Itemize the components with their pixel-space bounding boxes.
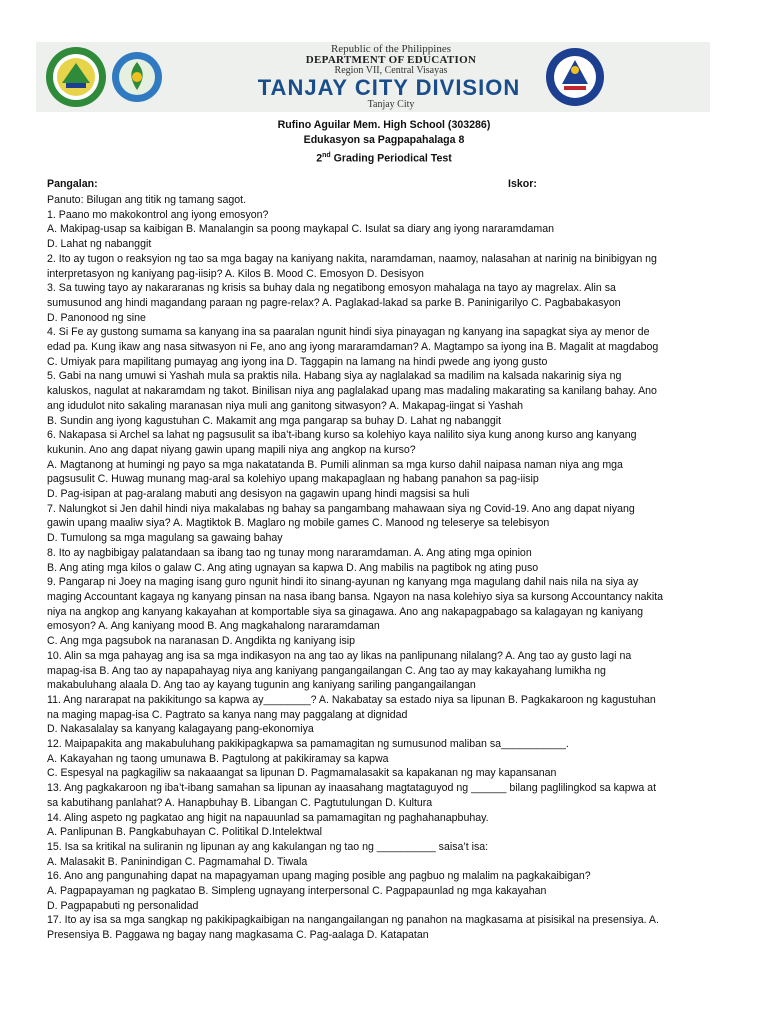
- division-emblem-icon: [110, 50, 164, 104]
- question-line: 9. Pangarap ni Joey na maging isang guro ngunit hindi ito sinang-ayunan ng kanyang mga magulang dahil nais nila na siya ay: [47, 576, 639, 589]
- question-line: edad pa. Kung ikaw ang nasa sitwasyon ni Fe, ano ang iyong mararamdaman? A. Magtampo sa iyong ina B. Magalit at magdabog: [47, 341, 659, 354]
- question-line: kaluskos, nagulat at nakaramdam ng takot. Binilisan niya ang paglalakad upang mas madaling makarating sa kanilang bahay. Ano: [47, 385, 657, 398]
- question-line: A. Pagpapayaman ng pagkatao B. Simpleng ugnayang interpersonal C. Pagpapaunlad ng mga kakayahan: [47, 885, 547, 898]
- question-line: Panuto: Bilugan ang titik ng tamang sagot.: [47, 194, 247, 206]
- grading-rest: Grading Periodical Test: [330, 152, 452, 165]
- grading-number: 2: [316, 152, 323, 165]
- score-field-label: Iskor:: [508, 178, 537, 190]
- question-line: maging Accountant kagaya ng kanyang pinsan na nasa ibang bansa. Ngayon na nasa kolehiyo siya sa kursong Accountancy nakita: [47, 590, 664, 603]
- department-text: DEPARTMENT OF EDUCATION: [305, 54, 477, 66]
- question-line: emosyon? A. Ang kaniyang mood B. Ang magkahalong nararamdaman: [47, 620, 380, 633]
- question-line: makabuluhang alaala D. Ang tao ay kayang tugunin ang kaniyang sariling pangangailangan: [47, 679, 476, 692]
- division-header-banner: [36, 42, 710, 112]
- question-line: 14. Aling aspeto ng pagkatao ang higit na napauunlad sa pamamagitan ng paghahanapbuhay.: [47, 811, 489, 824]
- question-line: B. Ang ating mga kilos o galaw C. Ang ating ugnayan sa kapwa D. Ang mabilis na pagtibok ng ating puso: [47, 561, 539, 574]
- question-line: D. Pagpapabuti ng personalidad: [47, 899, 199, 912]
- question-line: B. Sundin ang iyong kagustuhan C. Makamit ang mga pangarap sa buhay D. Lahat ng nabanggit: [47, 414, 502, 427]
- question-line: A. Magtanong at humingi ng payo sa mga nakatatanda B. Pumili alinman sa mga kurso dahil naipasa naman niya ang mga: [47, 458, 623, 471]
- question-line: D. Tumulong sa mga magulang sa gawaing bahay: [47, 532, 283, 545]
- question-line: 15. Isa sa kritikal na suliranin ng lipunan ay ang kakulangan ng tao ng __________ saisa’t isa:: [47, 840, 489, 853]
- region-text: Region VII, Central Visayas: [334, 65, 448, 76]
- tanjay-city-seal-icon: [44, 45, 108, 109]
- question-line: Presensiya B. Paggawa ng bagay nang magkasama C. Pag-aalaga D. Katapatan: [47, 929, 429, 942]
- question-line: 1. Paano mo makokontrol ang iyong emosyon?: [47, 208, 269, 221]
- question-line: D. Pag-isipan at pag-aralang mabuti ang desisyon na gagawin upang hindi magsisi sa huli: [47, 488, 470, 501]
- question-line: 12. Maipapakita ang makabuluhang pakikipagkapwa sa pamamagitan ng sumusunod maliban sa___________.: [47, 738, 569, 751]
- test-titles: [0, 118, 768, 167]
- test-name: [0, 148, 768, 167]
- question-line: D. Panonood ng sine: [47, 311, 146, 324]
- question-line: 8. Ito ay nagbibigay palatandaan sa ibang tao ng tunay mong nararamdaman. A. Ang ating mga opinion: [47, 546, 532, 559]
- question-line: 10. Alin sa mga pahayag ang isa sa mga indikasyon na ang tao ay likas na panlipunang nilalang? A. Ang tao ay gusto lagi na: [47, 649, 632, 662]
- question-line: 17. Ito ay isa sa mga sangkap ng pakikipagkaibigan na nangangailangan ng panahon na magkasama at pisisikal na presensiya. A.: [47, 914, 659, 927]
- question-line: pagsusulit C. Huwag munang mag-aral sa kolehiyo upang makapaglaan ng habang panahon sa pag-iisip: [47, 473, 539, 486]
- question-line: niya na angkop ang kanyang kakayahan at komportable siya sa ginagawa. Ano ang nakapagpabago sa kalagayan ng kaniyang: [47, 605, 644, 618]
- test-questions: [47, 193, 723, 943]
- question-line: 13. Ang pagkakaroon ng iba’t-ibang samahan sa lipunan ay inaasahang magtataguyod ng ______ bilang paglilingkod sa kapwa at: [47, 782, 657, 795]
- question-line: A. Panlipunan B. Pangkabuhayan C. Politikal D.Intelektwal: [47, 826, 323, 839]
- deped-seal-icon: [544, 46, 606, 108]
- question-line: A. Malasakit B. Paninindigan C. Pagmamahal D. Tiwala: [47, 855, 308, 868]
- question-line: ang idudulot nito sakaling maranasan niya muli ang ganitong sitwasyon? A. Makapag-iingat si Yashah: [47, 399, 524, 412]
- header-text-block: [251, 44, 531, 110]
- question-line: gawin upang maaliw siya? A. Magtiktok B. Maglaro ng mobile games C. Manood ng teleserye sa telebisyon: [47, 517, 550, 530]
- division-title: TANJAY CITY DIVISION: [257, 75, 521, 100]
- school-name: Rufino Aguilar Mem. High School (303286): [277, 119, 491, 131]
- question-line: 3. Sa tuwing tayo ay nakararanas ng krisis sa buhay dala ng negatibong emosyon mahalaga na tayo ay magrelax. Alin sa: [47, 282, 616, 295]
- question-line: D. Lahat ng nabanggit: [47, 238, 152, 251]
- question-line: A. Kakayahan ng taong umunawa B. Pagtulong at pakikiramay sa kapwa: [47, 752, 389, 765]
- question-line: A. Makipag-usap sa kaibigan B. Manalangin sa poong maykapal C. Isulat sa diary ang iyong nararamdaman: [47, 223, 555, 236]
- grading-suffix: nd: [322, 152, 331, 159]
- question-line: C. Umiyak para mapilitang pumayag ang iyong ina D. Taggapin na lamang na hindi pwede ang iyong gusto: [47, 355, 548, 368]
- republic-text: Republic of the Philippines: [330, 43, 452, 55]
- question-line: 6. Nakapasa si Archel sa lahat ng pagsusulit sa iba’t-ibang kurso sa kolehiyo kaya nalilito siya kung anong kurso ang kanyang: [47, 429, 637, 442]
- question-line: sumusunod ang hindi magandang paraan ng pagre-relax? A. Paglakad-lakad sa parke B. Paninigarilyo C. Pagbabakasyon: [47, 296, 621, 309]
- question-line: 5. Gabi na nang umuwi si Yashah mula sa praktis nila. Habang siya ay naglalakad sa madilim na kalsada nakarinig siya ng: [47, 370, 622, 383]
- name-field-label: Pangalan:: [47, 178, 98, 190]
- question-line: interpretasyon ng kaniyang pag-iisip? A. Kilos B. Mood C. Emosyon D. Desisyon: [47, 267, 424, 280]
- question-line: na maging mapag-isa C. Pagtrato sa kanya nang may paggalang at dignidad: [47, 708, 408, 721]
- question-line: kukunin. Ano ang dapat niyang gawin upang mapili niya ang angkop na kurso?: [47, 443, 416, 456]
- question-line: mapag-isa B. Ang tao ay napapahayag niya ang kaniyang pangangailangan C. Ang tao ay may kakayahang lumikha ng: [47, 664, 606, 677]
- city-text: Tanjay City: [367, 99, 415, 110]
- question-line: 2. Ito ay tugon o reaksyion ng tao sa mga bagay na kaniyang nakita, naramdaman, naamoy, nalasahan at narinig na binibigyan ng: [47, 252, 657, 265]
- question-line: 11. Ang nararapat na pakikitungo sa kapwa ay________? A. Nakabatay sa estado niya sa lipunan B. Pagkakaroon ng kagustuhan: [47, 693, 656, 706]
- question-line: 7. Nalungkot si Jen dahil hindi niya makalabas ng bahay sa pangambang mahawaan siya ng Covid-19. Ano ang dapat niyang: [47, 502, 635, 515]
- question-line: 4. Si Fe ay gustong sumama sa kanyang ina sa paaralan ngunit hindi siya pinayagan ng kanyang ina sapagkat siya ay menor de: [47, 326, 650, 339]
- question-line: sa kabutihang panlahat? A. Hanapbuhay B. Libangan C. Pagtutulungan D. Kultura: [47, 796, 433, 809]
- question-line: C. Ang mga pagsubok na naranasan D. Angdikta ng kaniyang isip: [47, 635, 356, 648]
- question-line: 16. Ano ang pangunahing dapat na mapagyaman upang maging posible ang pagbuo ng malalim na pagkakaibigan?: [47, 870, 591, 883]
- question-line: C. Espesyal na pagkagiliw sa nakaaangat sa lipunan D. Pagmamalasakit sa kapakanan ng may kapansanan: [47, 767, 557, 780]
- subject-name: Edukasyon sa Pagpapahalaga 8: [303, 134, 465, 146]
- question-line: D. Nakasalalay sa kanyang kalagayang pang-ekonomiya: [47, 723, 314, 736]
